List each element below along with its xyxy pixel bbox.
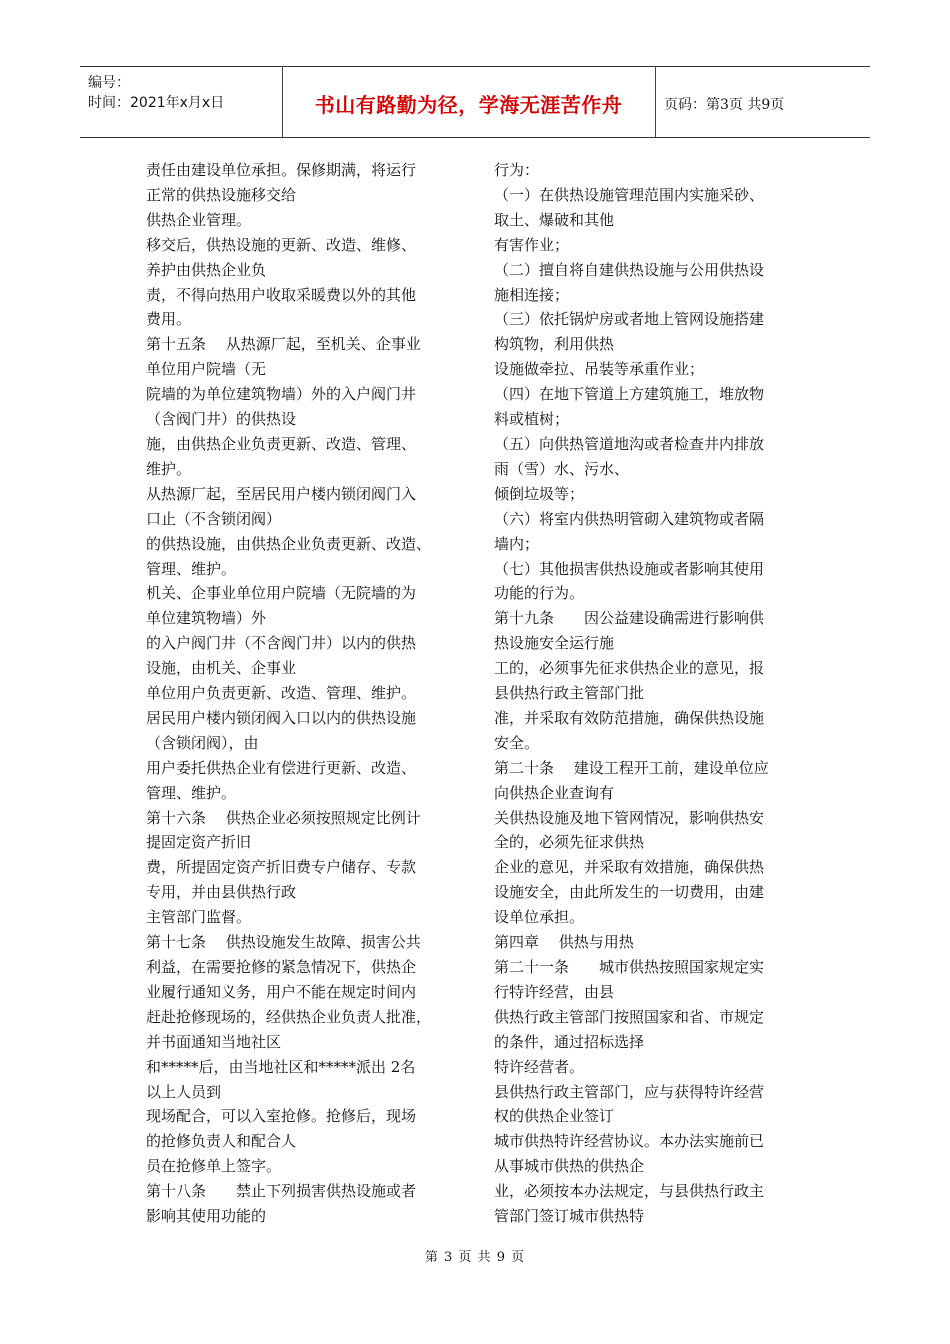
- text-line: 维护。: [146, 459, 192, 478]
- text-line: 施，由供热企业负责更新、改造、管理、: [146, 434, 417, 453]
- text-line: 墙内；: [494, 534, 540, 553]
- text-line: 养护由供热企业负: [146, 260, 267, 279]
- text-line: 管理、维护。: [146, 559, 237, 578]
- text-line: 权的供热企业签订: [494, 1107, 615, 1126]
- text-line: 的条件，通过招标选择: [494, 1032, 645, 1051]
- text-line: 第十七条 供热设施发生故障、损害公共: [146, 933, 421, 952]
- text-line: （五）向供热管道地沟或者检查井内排放: [494, 434, 765, 453]
- text-line: 单位用户负责更新、改造、管理、维护。: [146, 684, 417, 703]
- text-line: 业，必须按本办法规定，与县供热行政主: [494, 1182, 765, 1201]
- text-line: 正常的供热设施移交给: [146, 185, 297, 204]
- text-line: 责任由建设单位承担。保修期满，将运行: [146, 161, 417, 179]
- text-line: 院墙的为单位建筑物墙）外的入户阀门井: [146, 385, 417, 404]
- text-line: 行为：: [494, 161, 540, 179]
- text-line: 城市供热特许经营协议。本办法实施前已: [494, 1132, 765, 1151]
- page-footer: 第 3 页 共 9 页: [424, 1250, 526, 1265]
- text-line: 利益，在需要抢修的紧急情况下，供热企: [146, 958, 417, 976]
- text-line: 企业的意见，并采取有效措施，确保供热: [494, 858, 765, 877]
- text-line: 从热源厂起，至居民用户楼内锁闭阀门入: [146, 484, 417, 503]
- text-line: 专用，并由县供热行政: [146, 883, 297, 902]
- header-meta: [88, 73, 224, 113]
- text-line: （四）在地下管道上方建筑施工，堆放物: [494, 385, 765, 404]
- text-line: （二）擅自将自建供热设施与公用供热设: [494, 260, 765, 279]
- text-line: 以上人员到: [146, 1082, 222, 1101]
- header-page-info: 页码：第3页 共9页: [664, 97, 785, 113]
- left-column: [146, 158, 471, 1229]
- text-line: 向供热企业查询有: [494, 783, 615, 802]
- text-line: （含阀门井）的供热设: [146, 410, 297, 429]
- text-line: 设单位承担。: [494, 908, 585, 927]
- text-line: 居民用户楼内锁闭阀入口以内的供热设施: [146, 708, 417, 727]
- text-line: 供热行政主管部门按照国家和省、市规定: [494, 1007, 765, 1026]
- text-line: 设施做牵拉、吊装等承重作业；: [494, 360, 705, 379]
- text-line: 第十九条 因公益建设确需进行影响供: [494, 609, 765, 628]
- text-line: 功能的行为。: [494, 584, 585, 603]
- number-label: 编号：: [88, 75, 130, 91]
- text-line: 安全。: [494, 733, 540, 752]
- text-line: 用户委托供热企业有偿进行更新、改造、: [146, 758, 417, 777]
- text-line: 第十五条 从热源厂起，至机关、企事业: [146, 335, 421, 354]
- text-line: （一）在供热设施管理范围内实施采砂、: [494, 185, 765, 204]
- right-column: [494, 158, 812, 1229]
- text-line: （含锁闭阀），由: [146, 733, 259, 752]
- text-line: 业履行通知义务，用户不能在规定时间内: [146, 982, 417, 1001]
- text-line: 第十六条 供热企业必须按照规定比例计: [146, 808, 421, 827]
- text-line: 机关、企事业单位用户院墙（无院墙的为: [146, 584, 417, 603]
- text-line: 从事城市供热的供热企: [494, 1157, 645, 1176]
- text-line: 关供热设施及地下管网情况，影响供热安: [494, 808, 765, 827]
- text-line: 管部门签订城市供热特: [494, 1207, 645, 1226]
- text-line: 和*****后，由当地社区和*****派出 2名: [146, 1057, 416, 1076]
- text-line: 构筑物，利用供热: [494, 335, 615, 354]
- text-line: 费用。: [146, 310, 192, 329]
- text-line: 的供热设施，由供热企业负责更新、改造、: [146, 534, 432, 553]
- text-line: 全的，必须先征求供热: [494, 833, 645, 852]
- header-motto: 书山有路勤为径，学海无涯苦作舟: [314, 93, 623, 117]
- text-line: 现场配合，可以入室抢修。抢修后，现场: [146, 1107, 417, 1126]
- text-line: 县供热行政主管部门批: [494, 684, 645, 703]
- text-line: 提固定资产折旧: [146, 833, 252, 852]
- text-line: 赶赴抢修现场的，经供热企业负责人批准，: [146, 1007, 432, 1026]
- text-line: 行特许经营，由县: [494, 982, 615, 1001]
- text-line: 准，并采取有效防范措施，确保供热设施: [494, 708, 765, 727]
- text-line: 第十八条 禁止下列损害供热设施或者: [146, 1182, 417, 1201]
- text-line: 取土、爆破和其他: [494, 210, 615, 229]
- text-line: （七）其他损害供热设施或者影响其使用: [494, 559, 765, 578]
- text-line: 特许经营者。: [494, 1057, 585, 1076]
- text-line: 料或植树；: [494, 410, 570, 429]
- text-line: 的入户阀门井（不含阀门井）以内的供热: [146, 634, 417, 653]
- text-line: 单位用户院墙（无: [146, 360, 267, 379]
- text-line: 口止（不含锁闭阀）: [146, 509, 282, 528]
- text-line: 热设施安全运行施: [494, 634, 615, 653]
- text-line: 设施安全，由此所发生的一切费用，由建: [494, 883, 765, 902]
- text-line: 管理、维护。: [146, 783, 237, 802]
- text-line: 并书面通知当地社区: [146, 1032, 282, 1051]
- page-header: [80, 66, 870, 138]
- text-line: 设施，由机关、企事业: [146, 659, 297, 678]
- text-line: 工的，必须事先征求供热企业的意见，报: [494, 659, 765, 678]
- text-line: 移交后，供热设施的更新、改造、维修、: [146, 235, 417, 254]
- text-line: 员在抢修单上签字。: [146, 1157, 282, 1176]
- text-line: 责，不得向热用户收取采暖费以外的其他: [146, 285, 417, 304]
- header-divider: [655, 67, 656, 137]
- text-line: 的抢修负责人和配合人: [146, 1132, 297, 1151]
- text-line: 第四章 供热与用热: [494, 933, 634, 952]
- text-line: 单位建筑物墙）外: [146, 609, 267, 628]
- text-line: （三）依托锅炉房或者地上管网设施搭建: [494, 310, 765, 329]
- date-label: 时间：2021年x月x日: [88, 95, 225, 111]
- text-line: 倾倒垃圾等；: [494, 484, 585, 503]
- text-line: 供热企业管理。: [146, 210, 252, 229]
- text-line: 影响其使用功能的: [146, 1207, 267, 1226]
- text-line: 施相连接；: [494, 285, 570, 304]
- text-line: 雨（雪）水、污水、: [494, 459, 630, 478]
- text-line: 县供热行政主管部门，应与获得特许经营: [494, 1082, 765, 1101]
- text-line: 第二十条 建设工程开工前，建设单位应: [494, 758, 769, 777]
- text-line: 有害作业；: [494, 235, 570, 254]
- text-line: 费，所提固定资产折旧费专户储存、专款: [146, 858, 417, 877]
- text-line: 第二十一条 城市供热按照国家规定实: [494, 958, 765, 976]
- text-line: 主管部门监督。: [146, 908, 252, 927]
- text-line: （六）将室内供热明管砌入建筑物或者隔: [494, 509, 765, 528]
